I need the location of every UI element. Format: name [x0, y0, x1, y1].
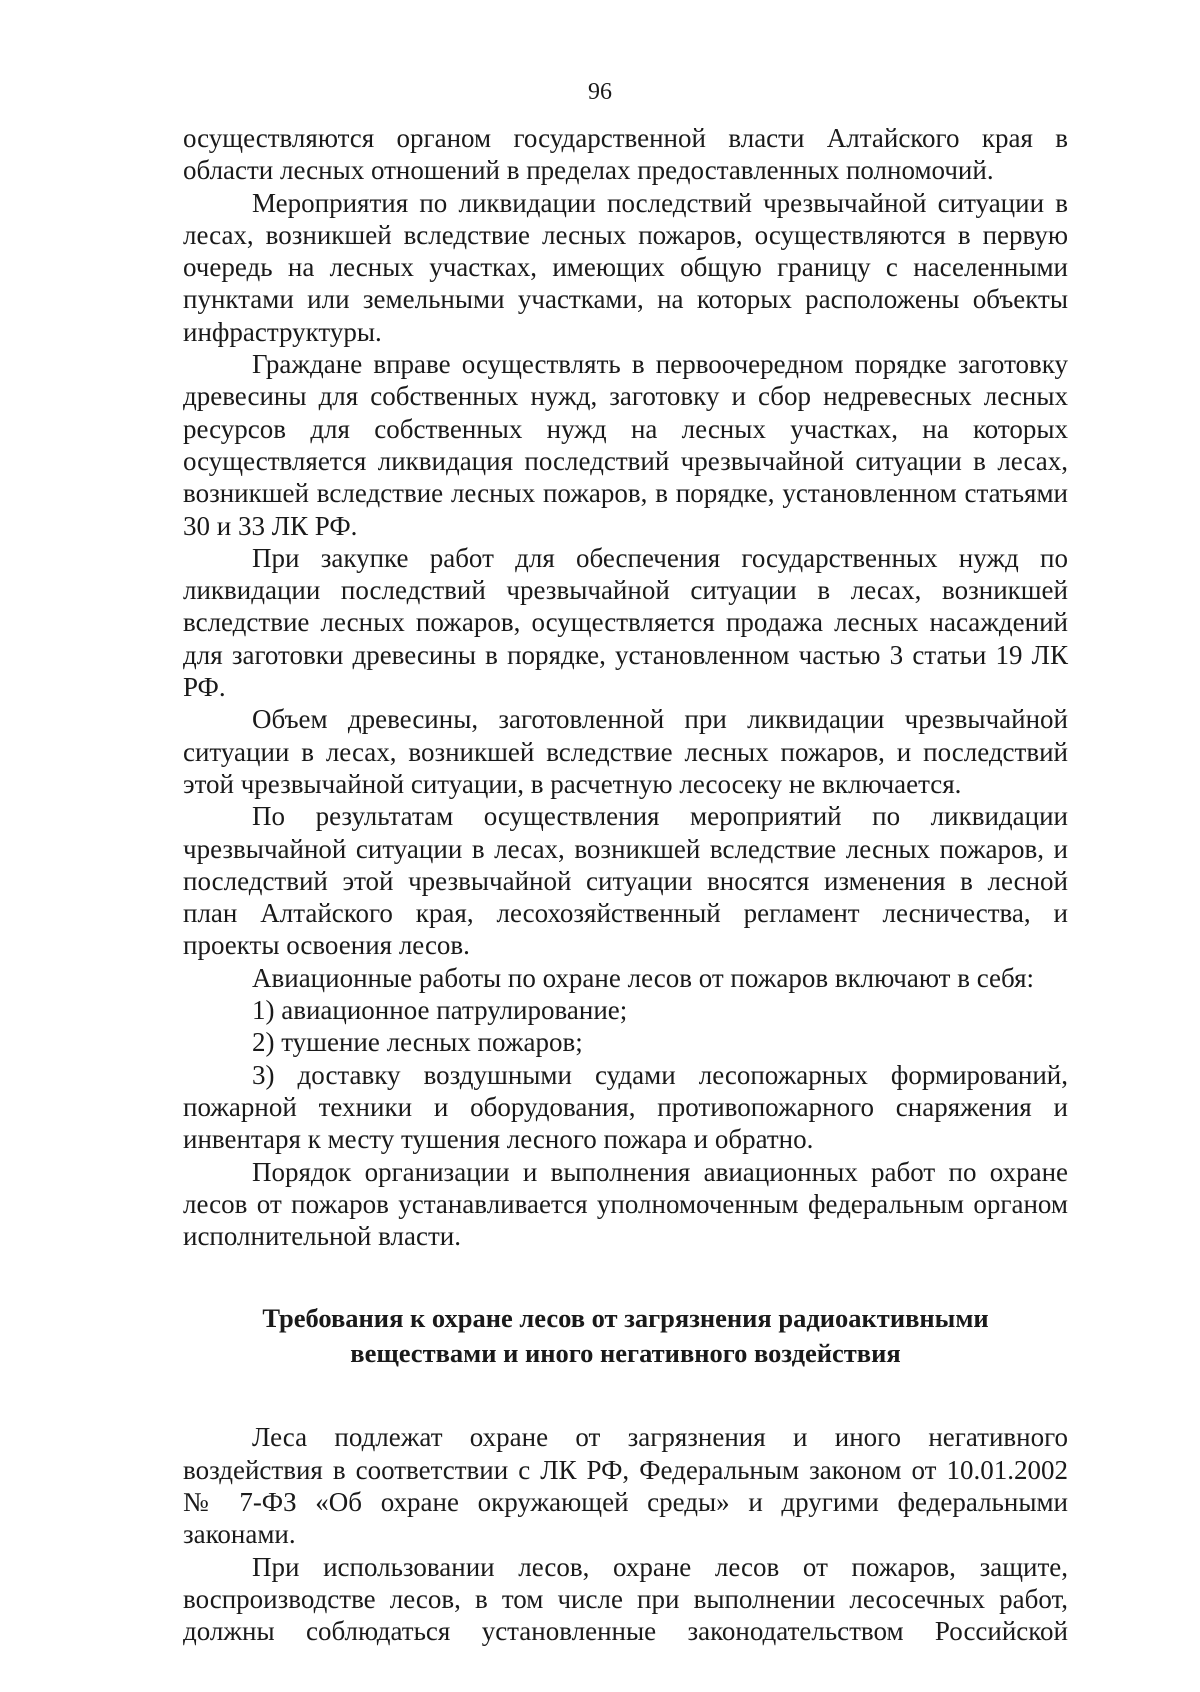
paragraph-citizens-rights: Граждане вправе осуществлять в первоочередном порядке заготовку древесины для собственных нужд, заготовку и сбор недревесных лесных ресурсов для собственных нужд на лесных участках, на которых осуществляется ликвидация последствий чрезвычайной ситуации в лесах, возникшей вследствие лесных пожаров, в порядке, установленном статьями 30 и 33 ЛК РФ.: [183, 349, 1068, 541]
list-item-patrol: 1) авиационное патрулирование;: [252, 995, 628, 1026]
paragraph-aviation-order: Порядок организации и выполнения авиационных работ по охране лесов от пожаров устанавливается уполномоченным федеральным органом исполнительной власти.: [183, 1156, 1068, 1252]
paragraph-aviation-intro: Авиационные работы по охране лесов от пожаров включают в себя:: [252, 962, 1035, 993]
paragraph-pollution-protection: Леса подлежат охране от загрязнения и иного негативного воздействия в соответствии с ЛК РФ, Федеральным законом от 10.01.2002 № 7-ФЗ «Об охране окружающей среды» и другими федеральными законами.: [183, 1422, 1068, 1550]
paragraph-forest-use: При использовании лесов, охране лесов от пожаров, защите, воспроизводстве лесов, в том числе при выполнении лесосечных работ, должны соблюдаться установленные законодательством Российской: [183, 1551, 1068, 1647]
list-item-extinguishing: 2) тушение лесных пожаров;: [252, 1027, 583, 1058]
paragraph-results: По результатам осуществления мероприятий по ликвидации чрезвычайной ситуации в лесах, возникшей вследствие лесных пожаров, и последствий этой чрезвычайной ситуации вносятся изменения в лесной план Алтайского края, лесохозяйственный регламент лесничества, и проекты освоения лесов.: [183, 801, 1068, 961]
section-heading-line-1: Требования к охране лесов от загрязнения радиоактивными: [262, 1303, 989, 1334]
paragraph-timber-volume: Объем древесины, заготовленной при ликвидации чрезвычайной ситуации в лесах, возникшей вследствие лесных пожаров, и последствий этой чрезвычайной ситуации, в расчетную лесосеку не включается.: [183, 704, 1068, 799]
paragraph-continuation: осуществляются органом государственной власти Алтайского края в области лесных отношений в пределах предоставленных полномочий.: [183, 123, 1068, 186]
section-heading-line-2: веществами и иного негативного воздействия: [350, 1338, 901, 1369]
list-item-delivery: 3) доставку воздушными судами лесопожарных формирований, пожарной техники и оборудования, противопожарного снаряжения и инвентаря к месту тушения лесного пожара и обратно.: [183, 1059, 1068, 1155]
document-body: [183, 122, 1068, 1647]
paragraph-emergency-measures: Мероприятия по ликвидации последствий чрезвычайной ситуации в лесах, возникшей вследствие лесных пожаров, осуществляются в первую очередь на лесных участках, имеющих общую границу с населенными пунктами или земельными участками, на которых расположены объекты инфраструктуры.: [183, 187, 1068, 347]
section-heading: [183, 1301, 1068, 1371]
paragraph-procurement: При закупке работ для обеспечения государственных нужд по ликвидации последствий чрезвычайной ситуации в лесах, возникшей вследствие лесных пожаров, осуществляется продажа лесных насаждений для заготовки древесины в порядке, установленном частью 3 статьи 19 ЛК РФ.: [183, 542, 1068, 703]
page-number: 96: [588, 79, 612, 105]
